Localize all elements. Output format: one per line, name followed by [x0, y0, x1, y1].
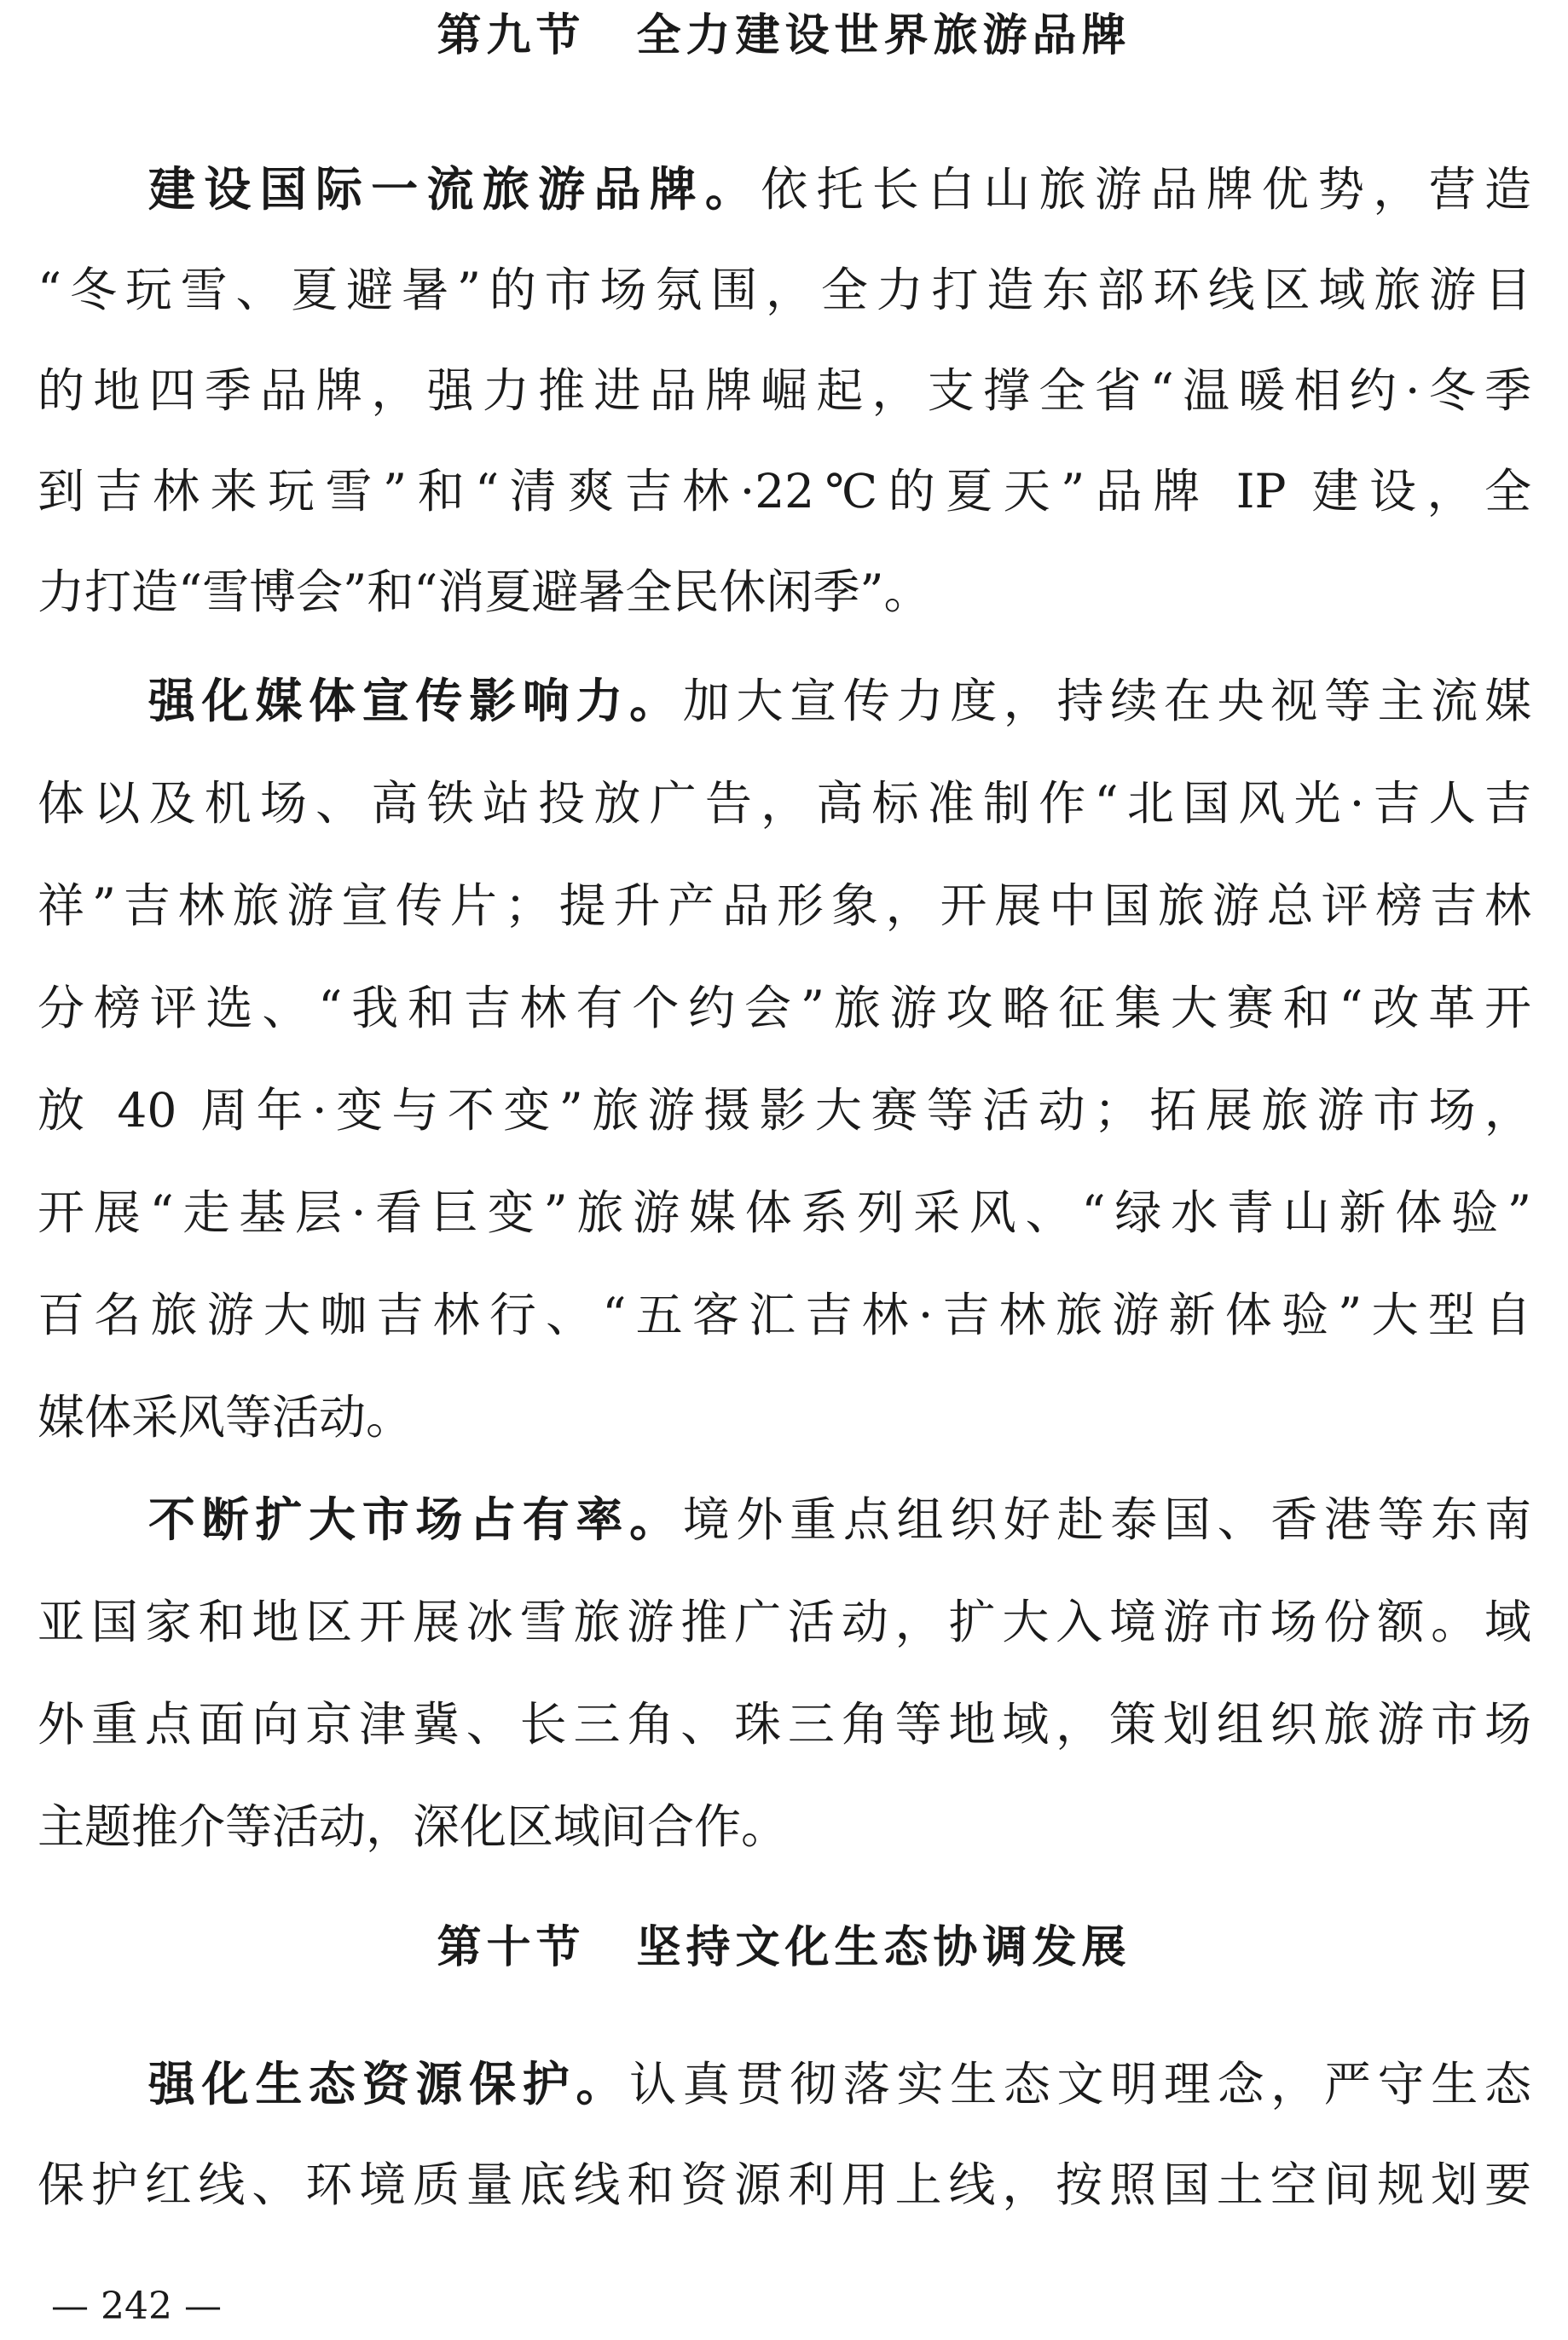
paragraph-line — [148, 674, 1531, 728]
paragraph-text: 加大宣传力度，持续在央视等主流媒 — [682, 674, 1531, 728]
paragraph-line: 分榜评选、“我和吉林有个约会”旅游攻略征集大赛和“改革开 — [38, 981, 1531, 1035]
paragraph-line: 到吉林来玩雪”和“清爽吉林·22℃的夏天”品牌 IP 建设，全 — [38, 464, 1531, 518]
paragraph-text: 认真贯彻落实生态文明理念，严守生态 — [629, 2057, 1531, 2111]
section-number: 第九节 — [437, 10, 586, 61]
paragraph-line: 主题推介等活动，深化区域间合作。 — [38, 1799, 789, 1854]
paragraph-line: 媒体采风等活动。 — [38, 1390, 414, 1445]
section-title: 全力建设世界旅游品牌 — [636, 10, 1131, 61]
section-heading — [0, 1920, 1568, 1975]
section-number: 第十节 — [437, 1922, 586, 1973]
paragraph-text: 境外重点组织好赴泰国、香港等东南 — [682, 1492, 1531, 1547]
paragraph-lead: 强化生态资源保护。 — [148, 2057, 630, 2111]
paragraph-line: 外重点面向京津冀、长三角、珠三角等地域，策划组织旅游市场 — [38, 1697, 1531, 1752]
paragraph-lead: 强化媒体宣传影响力。 — [148, 674, 683, 728]
paragraph-text: 依托长白山旅游品牌优势，营造 — [761, 162, 1531, 217]
paragraph-line: 亚国家和地区开展冰雪旅游推广活动，扩大入境游市场份额。域 — [38, 1595, 1531, 1649]
section-title: 坚持文化生态协调发展 — [636, 1922, 1131, 1973]
paragraph-line: 保护红线、环境质量底线和资源利用上线，按照国土空间规划要 — [38, 2158, 1531, 2212]
paragraph-line: 祥”吉林旅游宣传片；提升产品形象，开展中国旅游总评榜吉林 — [38, 878, 1531, 933]
paragraph-line — [148, 1492, 1531, 1547]
page-number: — 242 — — [51, 2285, 222, 2328]
paragraph-line: 开展“走基层·看巨变”旅游媒体系列采风、“绿水青山新体验” — [38, 1185, 1531, 1240]
paragraph-lead: 不断扩大市场占有率。 — [148, 1492, 683, 1547]
paragraph-line: 放 40 周年·变与不变”旅游摄影大赛等活动；拓展旅游市场， — [38, 1083, 1531, 1138]
paragraph-line — [148, 162, 1531, 217]
paragraph-line: 力打造“雪博会”和“消夏避暑全民休闲季”。 — [38, 565, 931, 619]
paragraph-line — [148, 2057, 1531, 2111]
paragraph-lead: 建设国际一流旅游品牌。 — [148, 162, 761, 217]
paragraph-line: 百名旅游大咖吉林行、“五客汇吉林·吉林旅游新体验”大型自 — [38, 1288, 1531, 1342]
section-heading — [0, 9, 1568, 63]
paragraph-line: “冬玩雪、夏避暑”的市场氛围，全力打造东部环线区域旅游目 — [38, 263, 1531, 317]
paragraph-line: 的地四季品牌，强力推进品牌崛起，支撑全省“温暖相约·冬季 — [38, 363, 1531, 418]
paragraph-line: 体以及机场、高铁站投放广告，高标准制作“北国风光·吉人吉 — [38, 776, 1531, 831]
